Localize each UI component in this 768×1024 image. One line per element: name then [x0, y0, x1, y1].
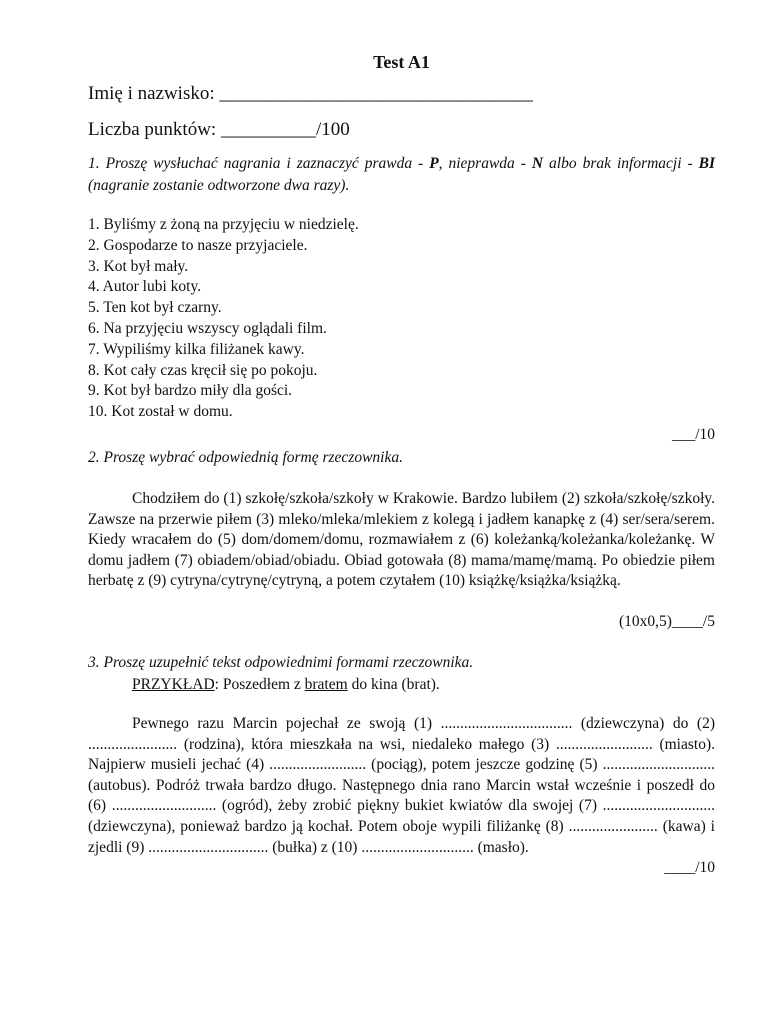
list-item: 9. Kot był bardzo miły dla gości.	[88, 382, 293, 400]
test-page	[88, 52, 715, 878]
example-answer: bratem	[304, 675, 348, 693]
list-item: 1. Byliśmy z żoną na przyjęciu w niedzielę.	[88, 216, 359, 233]
task3-text: Pewnego razu Marcin pojechał ze swoją (1) .................................. (dziewczyna) do (2) ....................... (rodzina), która mieszkała na wsi, niedaleko małego (3) ......................... (miasto). Najpierw musieli jechać (4) ......................... (pociąg), potem jeszcze godzinę (5) ............................. (autobus). Podróż trwała bardzo długo. Następnego dnia rano Marcin wstał wcześnie i poszedł do (6) ........................... (ogród), żeby zrobić piękny bukiet kwiatów dla swojej (7) ............................. (dziewczyna), ponieważ bardzo ją kochał. Potem oboje wypili filiżankę (8) ....................... (kawa) i zjedli (9) ............................... (bułka) z (10) ............................. (masło).	[88, 714, 715, 856]
task3-example: PRZYKŁAD: Poszedłem z bratem do kina (brat).	[132, 675, 440, 693]
points-field-line: Liczba punktów: __________/100	[88, 119, 350, 140]
list-item: 10. Kot został w domu.	[88, 403, 233, 421]
list-item: 3. Kot był mały.	[88, 257, 189, 275]
task2-instruction: 2. Proszę wybrać odpowiednią formę rzeczownika.	[88, 448, 403, 466]
task1-score: ___/10	[671, 425, 715, 443]
task3-instruction: 3. Proszę uzupełnić tekst odpowiednimi formami rzeczownika.	[88, 653, 474, 671]
task2-score: (10x0,5)____/5	[618, 612, 715, 630]
list-item: 2. Gospodarze to nasze przyjaciele.	[88, 236, 308, 254]
page-title: Test A1	[373, 52, 430, 72]
list-item: 5. Ten kot był czarny.	[88, 299, 222, 317]
list-item: 6. Na przyjęciu wszyscy oglądali film.	[88, 319, 327, 337]
task1-instruction: 1. Proszę wysłuchać nagrania i zaznaczyć prawda - P, nieprawda - N albo brak informacji - BI (nagranie zostanie odtworzone dwa razy).	[88, 155, 715, 194]
list-item: 4. Autor lubi koty.	[88, 278, 202, 296]
task3-score: ____/10	[664, 859, 715, 877]
list-item: 7. Wypiliśmy kilka filiżanek kawy.	[88, 340, 305, 358]
name-field-line: Imię i nazwisko: _________________________________	[88, 83, 533, 104]
task2-text: Chodziłem do (1) szkołę/szkoła/szkoły w Krakowie. Bardzo lubiłem (2) szkoła/szkołę/szkoły. Zawsze na przerwie piłem (3) mleko/mleka/mlekiem z kolegą i jadłem kanapkę z (4) ser/sera/serem. Kiedy wracałem do (5) dom/domem/domu, rozmawiałem z (6) koleżanką/koleżanka/koleżankę. W domu jadłem (7) obiadem/obiad/obiadu. Obiad gotowała (8) mama/mamę/mamą. Po obiedzie piłem herbatę z (9) cytryna/cytrynę/cytryną, a potem czytałem (10) książkę/książka/książką.	[88, 489, 715, 590]
task1-statement-list	[88, 215, 715, 423]
list-item: 8. Kot cały czas kręcił się po pokoju.	[88, 361, 318, 379]
example-label: PRZYKŁAD	[132, 675, 215, 693]
